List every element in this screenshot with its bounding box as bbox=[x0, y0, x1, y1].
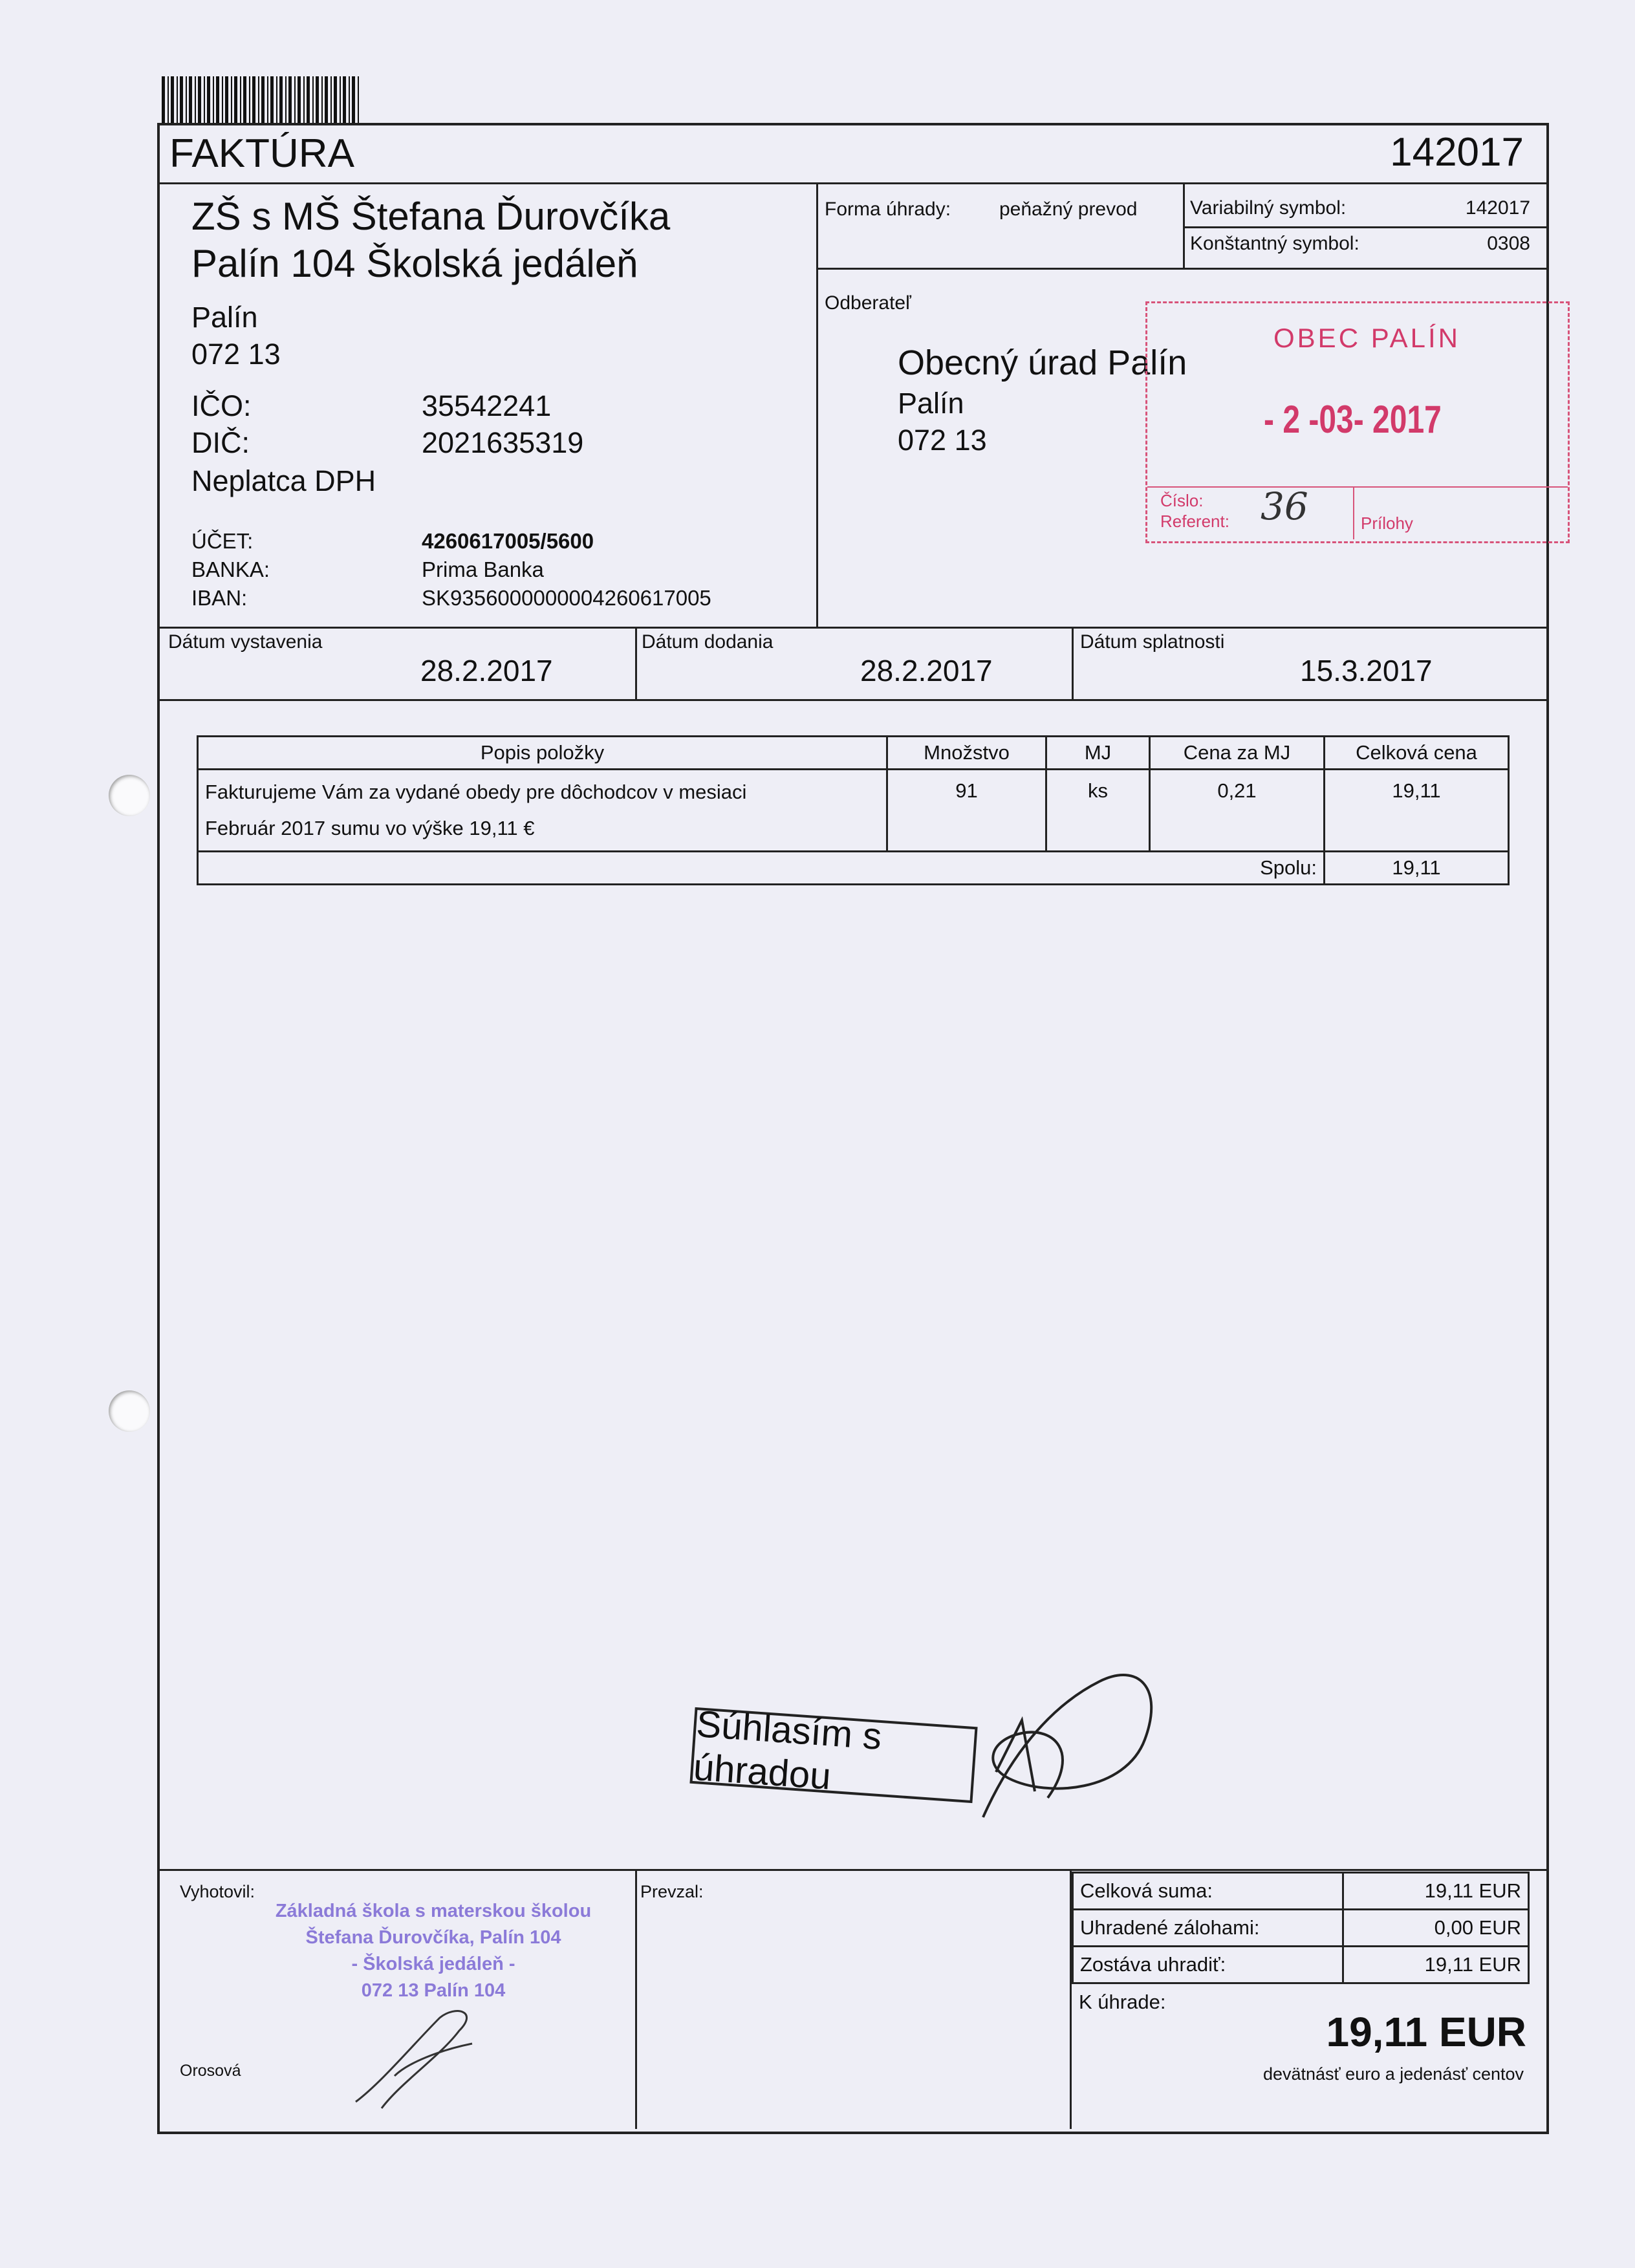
document-title: FAKTÚRA bbox=[169, 131, 354, 176]
table-row bbox=[198, 770, 1509, 852]
payment-method-label: Forma úhrady: bbox=[825, 199, 951, 220]
item-unit-price: 0,21 bbox=[1150, 770, 1325, 852]
registry-stamp bbox=[1145, 301, 1570, 543]
customer-label: Odberateľ bbox=[825, 292, 911, 314]
stamp-number-label: Číslo: bbox=[1160, 491, 1204, 510]
totals-row bbox=[1073, 1910, 1529, 1947]
dic-value: 2021635319 bbox=[422, 426, 584, 459]
delivered-date-value: 28.2.2017 bbox=[860, 654, 993, 687]
sum-label: Spolu: bbox=[198, 852, 1325, 885]
col-description: Popis položky bbox=[198, 737, 887, 770]
divider bbox=[816, 182, 818, 627]
school-stamp-line: Základná škola s materskou školou bbox=[275, 1901, 592, 1921]
supplier-name-line2: Palín 104 Školská jedáleň bbox=[191, 242, 638, 285]
item-description-line1: Fakturujeme Vám za vydané obedy pre dôchodcov v mesiaci bbox=[205, 781, 747, 803]
signature bbox=[970, 1643, 1171, 1837]
col-unit-price: Cena za MJ bbox=[1150, 737, 1325, 770]
to-pay-words: devätnásť euro a jedenásť centov bbox=[1262, 2064, 1524, 2084]
school-stamp-line: 072 13 Palín 104 bbox=[361, 1980, 506, 2001]
customer-city: Palín bbox=[898, 387, 964, 420]
item-unit: ks bbox=[1046, 770, 1150, 852]
variable-symbol-value: 142017 bbox=[1465, 197, 1530, 219]
issued-date-label: Dátum vystavenia bbox=[168, 631, 323, 653]
vat-status: Neplatca DPH bbox=[191, 464, 376, 497]
divider bbox=[157, 1869, 1546, 1871]
punch-hole bbox=[109, 1390, 150, 1432]
prepared-label: Vyhotovil: bbox=[180, 1882, 255, 1901]
totals-row bbox=[1073, 1947, 1529, 1983]
account-label: ÚČET: bbox=[191, 529, 254, 553]
school-stamp bbox=[246, 1898, 621, 2004]
prepared-name: Orosová bbox=[180, 2062, 241, 2080]
variable-symbol-label: Variabilný symbol: bbox=[1190, 197, 1347, 219]
item-description-line2: Február 2017 sumu vo výške 19,11 € bbox=[205, 817, 535, 839]
bank-value: Prima Banka bbox=[422, 557, 544, 581]
due-date-value: 15.3.2017 bbox=[1300, 654, 1433, 687]
ico-value: 35542241 bbox=[422, 389, 552, 422]
sum-value: 19,11 bbox=[1325, 852, 1509, 885]
stamp-referent-label: Referent: bbox=[1160, 512, 1229, 531]
advances-label: Uhradené zálohami: bbox=[1073, 1910, 1343, 1947]
iban-value: SK9356000000004260617005 bbox=[422, 586, 711, 610]
constant-symbol-value: 0308 bbox=[1487, 233, 1530, 254]
stamp-divider bbox=[1353, 488, 1354, 539]
prepared-signature bbox=[343, 2005, 498, 2115]
total-sum-label: Celková suma: bbox=[1073, 1873, 1343, 1910]
divider bbox=[816, 268, 1546, 270]
table-sum-row bbox=[198, 852, 1509, 885]
to-pay-label: K úhrade: bbox=[1079, 1991, 1166, 2013]
remaining-value: 19,11 EUR bbox=[1343, 1947, 1529, 1983]
delivered-date-label: Dátum dodania bbox=[642, 631, 774, 653]
customer-zip: 072 13 bbox=[898, 424, 987, 457]
stamp-divider bbox=[1147, 486, 1568, 488]
stamp-attachments-label: Prílohy bbox=[1361, 513, 1413, 533]
items-table bbox=[197, 735, 1510, 885]
remaining-label: Zostáva uhradiť: bbox=[1073, 1947, 1343, 1983]
col-quantity: Množstvo bbox=[887, 737, 1046, 770]
due-date-label: Dátum splatnosti bbox=[1080, 631, 1225, 653]
bank-label: BANKA: bbox=[191, 557, 270, 581]
supplier-name-line1: ZŠ s MŠ Štefana Ďurovčíka bbox=[191, 195, 671, 238]
supplier-zip: 072 13 bbox=[191, 338, 281, 371]
ico-label: IČO: bbox=[191, 389, 252, 422]
barcode bbox=[162, 76, 360, 123]
item-total: 19,11 bbox=[1325, 770, 1509, 852]
supplier-city: Palín bbox=[191, 301, 258, 334]
issued-date-value: 28.2.2017 bbox=[420, 654, 553, 687]
payment-method-value: peňažný prevod bbox=[999, 199, 1138, 220]
col-total: Celková cena bbox=[1325, 737, 1509, 770]
dic-label: DIČ: bbox=[191, 426, 250, 459]
invoice-number: 142017 bbox=[1390, 130, 1524, 175]
divider bbox=[157, 699, 1546, 701]
item-description bbox=[198, 770, 887, 852]
constant-symbol-label: Konštantný symbol: bbox=[1190, 233, 1359, 254]
stamp-handwritten-number: 36 bbox=[1261, 484, 1308, 528]
table-header-row bbox=[198, 737, 1509, 770]
stamp-org: OBEC PALÍN bbox=[1273, 323, 1460, 353]
stamp-date: - 2 -03- 2017 bbox=[1264, 398, 1442, 441]
divider bbox=[635, 1869, 637, 2129]
divider bbox=[1072, 627, 1074, 699]
divider bbox=[1183, 182, 1185, 269]
divider bbox=[635, 627, 637, 699]
divider bbox=[157, 182, 1546, 184]
divider bbox=[1183, 226, 1546, 228]
divider bbox=[157, 627, 1546, 629]
customer-name: Obecný úrad Palín bbox=[898, 343, 1187, 382]
total-sum-value: 19,11 EUR bbox=[1343, 1873, 1529, 1910]
totals-table bbox=[1072, 1872, 1530, 1984]
item-quantity: 91 bbox=[887, 770, 1046, 852]
school-stamp-line: Štefana Ďurovčíka, Palín 104 bbox=[305, 1927, 561, 1948]
col-unit: MJ bbox=[1046, 737, 1150, 770]
iban-label: IBAN: bbox=[191, 586, 248, 610]
totals-row bbox=[1073, 1873, 1529, 1910]
to-pay-value: 19,11 EUR bbox=[1326, 2009, 1526, 2055]
approval-stamp: Súhlasím s úhradou bbox=[689, 1707, 977, 1803]
advances-value: 0,00 EUR bbox=[1343, 1910, 1529, 1947]
account-value: 4260617005/5600 bbox=[422, 529, 594, 553]
punch-hole bbox=[109, 775, 150, 816]
school-stamp-line: - Školská jedáleň - bbox=[351, 1954, 515, 1974]
received-label: Prevzal: bbox=[640, 1882, 704, 1901]
